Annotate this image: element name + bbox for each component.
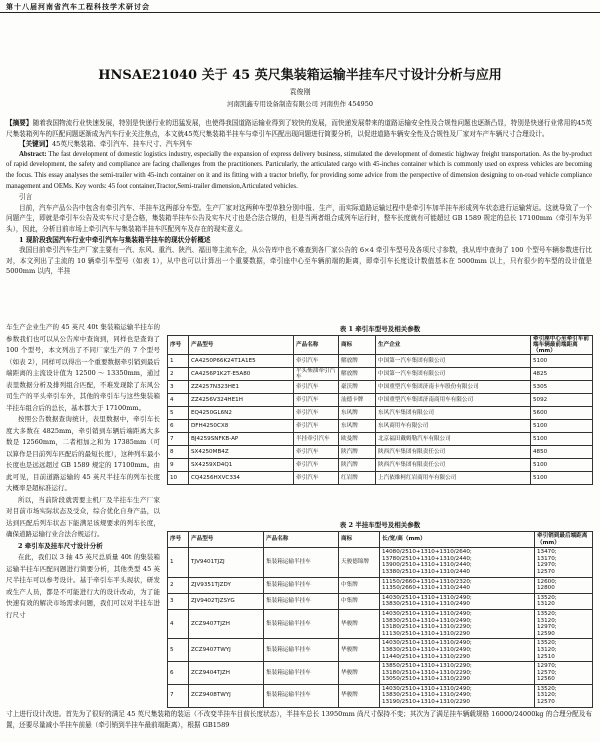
table1-header-cell: 产品型号 <box>189 336 294 355</box>
table-cell: 牵引汽车 <box>294 355 339 368</box>
left-col-para-2: 按照公告数据查询统计，表里数据中，牵引车长度大多数在 4825mm，牵引销到车辆后端距离大多数是 12560mm，二者相加之和为 17385mm（可以算作是目前列车匹配后的最短长度），这种列车最小长度也是远远超过 GB 1589 规定的 17100mm。由此可见，目前道路运输的 45 英尺半挂车的列车长度大概率是超标准运行。 <box>6 415 160 492</box>
table-cell: 中国重型汽车集团济南卡车股份有限公司 <box>376 381 531 394</box>
table-cell: 中国重型汽车集团济南商用车有限公司 <box>376 394 531 407</box>
table-row <box>168 472 593 485</box>
left-column-text <box>6 322 160 621</box>
abstract-cn <box>6 118 592 139</box>
table-cell: 7 <box>168 684 189 707</box>
table-cell: 13520; 13120; 12970; 12590 <box>535 609 593 638</box>
keywords-cn-text: 45英尺集装箱、牵引汽车、挂车尺寸、汽车列车 <box>51 140 193 149</box>
table-cell: 5600 <box>531 407 593 420</box>
table-cell: 1 <box>168 355 189 368</box>
table1-header-cell: 序号 <box>168 336 189 355</box>
table-cell: 集装箱运输半挂车 <box>264 609 339 638</box>
abstract-cn-label: 【摘要】 <box>6 119 33 127</box>
table-cell: 13520; 13120; 12510 <box>535 639 593 662</box>
table-cell: 3 <box>168 381 189 394</box>
table-row <box>168 446 593 459</box>
table-cell: 集装箱运输半挂车 <box>264 577 339 593</box>
bottom-text: 寸上进行设计改进。首先为了很好的满足 45 英尺集装箱的装运（不改变半挂车目前长度状态），半挂车总长 13950mm 尚尺寸保持不变；其次为了满足挂车辆载规格 16000/24000kg 的合理分配及布置，还要尽量减小半挂车前悬（牵引销到半挂车最前端距离），根据 GB1589 <box>6 710 592 729</box>
table-cell: 北京福田戴姆勒汽车有限公司 <box>376 433 531 446</box>
table-cell: 5305 <box>531 381 593 394</box>
table-row <box>168 420 593 433</box>
table-cell: BJ4259SNFKB-AP <box>189 433 294 446</box>
table-cell: SX4259XD4Q1 <box>189 459 294 472</box>
table-cell: 5 <box>168 407 189 420</box>
table-cell: 东风牌 <box>339 420 376 433</box>
table-cell: 华骏牌 <box>339 684 380 707</box>
section1-text: 我国目前牵引汽车生产厂家主要有一汽、东风、重汽、陕汽、福田等主流车企，从公告库中也不难查到各厂家公告的 6×4 牵引车型号及各项尺寸参数，我从库中查询了 100 个型号车辆参数进行比对，本文列出了主流的 10 辆牵引车型号（如表 1），从中也可以计算出一个重要数据，牵引座中心至车辆前端的距离，即牵引车长度设计数值基本在 5000mm 以上，只有很少的车型的设计值是 5000mm 以内，半挂 <box>6 246 592 276</box>
table-cell: 集装箱运输半挂车 <box>264 593 339 609</box>
table-cell: 14030/2510+1310+1310/2490; 13830/2510+1310+1310/2490; 13180/2510+1310+1310/2290; 11130/2510+1310+1310/2290 <box>380 609 535 638</box>
table-cell: CA4250P66K24T1A1E5 <box>189 355 294 368</box>
table-cell: 9 <box>168 459 189 472</box>
table-cell: SX4250MB4Z <box>189 446 294 459</box>
table1-caption: 表 1 牵引车型号及相关参数 <box>339 325 421 333</box>
table-cell: 红岩牌 <box>339 472 376 485</box>
table-cell: EQ4250GL6N2 <box>189 407 294 420</box>
table-cell: 集装箱运输半挂车 <box>264 548 339 577</box>
table-row <box>168 593 593 609</box>
table-cell: 5100 <box>531 433 593 446</box>
bottom-paragraph <box>6 709 592 731</box>
table1 <box>167 335 593 485</box>
table2-header-cell: 产品名称 <box>264 532 339 548</box>
table-cell: 牵引汽车 <box>294 420 339 433</box>
table-cell: 天骏德锦牌 <box>339 548 380 577</box>
table-row <box>168 459 593 472</box>
table-cell: 5100 <box>531 472 593 485</box>
table-cell: 12970; 12570; 12560 <box>535 662 593 685</box>
table-cell: 12600; 12800 <box>535 577 593 593</box>
table-cell: 解放牌 <box>339 355 376 368</box>
table-cell: ZZ4257N323HE1 <box>189 381 294 394</box>
table2-header-cell: 产品型号 <box>189 532 264 548</box>
table-cell: CA4256P1K2T·E5A80 <box>189 368 294 381</box>
table-cell: ZJV9351TJZDY <box>189 577 264 593</box>
table-cell: 2 <box>168 577 189 593</box>
table-cell: 平头柴油牵引汽车 <box>294 368 339 381</box>
table-cell: 牵引汽车 <box>294 472 339 485</box>
table-cell: 14030/2510+1310+1310/2490; 13830/2510+1310+1310/2490; 13190/2510+1310+1310/2290 <box>380 684 535 707</box>
table-cell: 13520; 13120 <box>535 593 593 609</box>
table2-header-cell: 牵引销到最后端距离（mm） <box>535 532 593 548</box>
table-row <box>168 639 593 662</box>
table-cell: 2 <box>168 368 189 381</box>
table-cell: 陕汽牌 <box>339 446 376 459</box>
table-cell: 中国第一汽车集团有限公司 <box>376 368 531 381</box>
paper-title: HNSAE21040 关于 45 英尺集装箱运输半挂车尺寸设计分析与应用 <box>98 68 502 83</box>
table-cell: 5100 <box>531 459 593 472</box>
table-cell: 牵引汽车 <box>294 394 339 407</box>
table-cell: 4825 <box>531 368 593 381</box>
keywords-cn <box>6 139 592 150</box>
table-cell: 欧曼牌 <box>339 433 376 446</box>
table-cell: 集装箱运输半挂车 <box>264 684 339 707</box>
table-row <box>168 577 593 593</box>
table-row <box>168 662 593 685</box>
table-cell: ZCZ9407TJZH <box>189 609 264 638</box>
table1-header-cell: 生产企业 <box>376 336 531 355</box>
table-cell: 解放牌 <box>339 368 376 381</box>
table-row <box>168 433 593 446</box>
table-cell: 中国第一汽车集团有限公司 <box>376 355 531 368</box>
table-cell: 4 <box>168 609 189 638</box>
abstract-cn-text: 随着我国物流行业快速发展，特别是快递行业的迅猛发展，也使得我国道路运输业得到了较快的发展，而快递发展带来的道路运输安全性及合规性问题也逐渐凸显，特别是快递行业常用的45英尺集装箱列车的匹配问题逐渐成为汽车行业关注焦点，本文就45英尺集装箱半挂车与牵引车匹配出现问题进行简要分析，以促进道路车辆安全性及合规性及厂家对车产车辆尺寸合理设计。 <box>6 119 593 138</box>
abstract-en-label: Abstract: <box>19 150 47 158</box>
table-row <box>168 548 593 577</box>
section2-heading: 2 牵引车及挂车尺寸设计分析 <box>18 541 103 550</box>
left-col-para-3: 所以，当前阶段就需要主机厂及半挂车生产厂家对目前市场实际状态及受众，综合优化自身产品，以达到匹配后列车状态下能满足该规要求的列车长度，确保道路运输行业合法合规运行。 <box>6 495 160 538</box>
table2 <box>167 531 593 708</box>
table-row <box>168 368 593 381</box>
table-row <box>168 609 593 638</box>
table-cell: 陕西汽车集团有限责任公司 <box>376 459 531 472</box>
table-cell: 14080/2510+1310+1310/2640; 13780/2510+1310+1310/2440; 13900/2510+1310+1310/2440; 13380/2510+1310+1310/2440 <box>380 548 535 577</box>
table-cell: 11150/2660+1310+1310/2320; 11350/2660+1310+1310/2440 <box>380 577 535 593</box>
abstract-en <box>6 150 592 192</box>
table-cell: 集装箱运输半挂车 <box>264 639 339 662</box>
table-cell: 4 <box>168 394 189 407</box>
table-cell: 5100 <box>531 420 593 433</box>
table-cell: 汕德卡牌 <box>339 394 376 407</box>
table-cell: 牵引汽车 <box>294 407 339 420</box>
table-cell: 牵引汽车 <box>294 381 339 394</box>
table-cell: 5 <box>168 639 189 662</box>
table-cell: 14030/2510+1310+1310/2490; 13830/2510+1310+1310/2490; 11440/2510+1310+1310/2290 <box>380 639 535 662</box>
table-cell: 豪沃牌 <box>339 381 376 394</box>
intro-heading: 引言 <box>19 193 33 202</box>
table-row <box>168 684 593 707</box>
table-cell: 13520; 13120; 12570 <box>535 684 593 707</box>
table-cell: 6 <box>168 420 189 433</box>
table-cell: DFH4250CX8 <box>189 420 294 433</box>
table-row <box>168 381 593 394</box>
author: 袁俊刚 <box>289 88 311 96</box>
table-cell: 6 <box>168 662 189 685</box>
table2-caption: 表 2 半挂车型号及相关参数 <box>339 521 421 529</box>
table-cell: 1 <box>168 548 189 577</box>
table-cell: 3 <box>168 593 189 609</box>
table-cell: 13470; 13170; 12970; 12570 <box>535 548 593 577</box>
table-row <box>168 355 593 368</box>
table-cell: 上汽依维柯红岩商用车有限公司 <box>376 472 531 485</box>
left-col-para-4: 在此，我们以 3 轴 45 英尺总质量 40t 的集装箱运输半挂车匹配问题进行简要分析，其他类型 45 英尺半挂车可以参考设计。基于牵引车平头现状，研发或生产人员，都是不可能进行大的设计改动，为了能快速有效的解决市场需求问题，我们可以对半挂车进行尺寸 <box>6 553 160 619</box>
table-cell: 华骏牌 <box>339 639 380 662</box>
abstract-en-text: The fast development of domestic logistics industry, especially the expansion of express delivery business, stimulated the development of domestic highway freight transportation. As the by-product of rapid development, the safety and compliance are facing challenges from the practitioners. Particularly, the articulated cargo with 45-inches container which is commonly used on express vehicles are becoming the focus. This essay analyses the semi-trailer with 45-inch container on it and its fitting with a tractor briefly, for providing some advice from the perspective of dimension designing to on-road vehicle compliance management and OEMs. Key words: 45 foot container,Tractor,Semi-trailer dimension,Articulated vehicles. <box>6 150 592 190</box>
table1-header-cell: 牵引座中心至牵引车前端车辆最前端距离（mm） <box>531 336 593 355</box>
table-cell: 东风商用车有限公司 <box>376 420 531 433</box>
intro-text: 目前，汽车产品公告中包含有牵引汽车、半挂车这两部分车型。生产厂家对这两种车型单独分别申报、生产，而实际道路运输过程中是牵引车加半挂车形成列车状态进行运输营运。这就导致了一个问题产生，即就是牵引车公告及实车尺寸是合格，集装箱半挂车公告及实车尺寸也是合法合规的，但是当两者组合成列车运行时，整车长度就有可能超过 GB 1589 规定的总长 17100mm（牵引车为平头），因此，分析目前市场上牵引汽车与集装箱半挂车匹配列车及存在的现实意义。 <box>6 203 592 233</box>
table2-header-cell: 长/宽/高（mm） <box>380 532 535 548</box>
table1-header-cell: 产品名称 <box>294 336 339 355</box>
table-cell: 10 <box>168 472 189 485</box>
affiliation: 河南凯鑫专用设备制造有限公司 河南焦作 454950 <box>227 100 373 108</box>
table-cell: 东风汽车集团有限公司 <box>376 407 531 420</box>
table1-header-row <box>168 336 593 355</box>
keywords-cn-label: 【关键词】 <box>19 140 52 149</box>
table-cell: 牵引汽车 <box>294 459 339 472</box>
table-cell: 东风牌 <box>339 407 376 420</box>
table-cell: ZZ4256V324HE1H <box>189 394 294 407</box>
table-cell: ZCZ9407TWYJ <box>189 639 264 662</box>
table-cell: 集装箱运输半挂车 <box>264 662 339 685</box>
table-cell: 7 <box>168 433 189 446</box>
table2-header-cell: 商标 <box>339 532 380 548</box>
table1-header-cell: 商标 <box>339 336 376 355</box>
table-cell: 4850 <box>531 446 593 459</box>
table-cell: 华骏牌 <box>339 609 380 638</box>
table-cell: CQ4256HXVC334 <box>189 472 294 485</box>
table-cell: TJV9401TJZJ <box>189 548 264 577</box>
table-cell: 13850/2510+1310+1310/2290; 13180/2510+1310+1310/2290; 13050/2510+1310+1310/2290 <box>380 662 535 685</box>
left-col-para-1: 车生产企业生产的 45 英尺 40t 集装箱运输半挂车的参数我们也可以从公告库中查询到，同样也是查询了 100 个型号，本文列出了不同厂家生产的 7 个型号（如表 2），同样可以得出一个重要数据牵引销到最后端距离的主流设计值为 12500 ～ 13350mm，通过表里数据分析及排列组合匹配，不难发现除了东风公司生产的平头牵引车外，其他的牵引车与这些集装箱半挂车组合后的总长，基本都大于 17100mm。 <box>6 323 160 412</box>
abstract-block <box>6 118 592 277</box>
header-rule <box>0 12 600 13</box>
table-cell: 中集牌 <box>339 577 380 593</box>
section1-heading: 1 现阶段我国汽车行业中牵引汽车与集装箱半挂车的现状分析概述 <box>19 235 211 244</box>
table-cell: 牵引汽车 <box>294 446 339 459</box>
table-cell: 5092 <box>531 394 593 407</box>
table-cell: 陕汽牌 <box>339 459 376 472</box>
table-cell: 中集牌 <box>339 593 380 609</box>
table2-header-row <box>168 532 593 548</box>
table-row <box>168 394 593 407</box>
table-row <box>168 407 593 420</box>
running-header: 第十八届河南省汽车工程科技学术研讨会 <box>6 2 150 11</box>
table-cell: ZJV9402TJZSYG <box>189 593 264 609</box>
table-cell: 5100 <box>531 355 593 368</box>
table-cell: ZCZ9404TJZH <box>189 662 264 685</box>
table-cell: 8 <box>168 446 189 459</box>
table-cell: 14030/2510+1310+1310/2490; 13830/2510+1310+1310/2490 <box>380 593 535 609</box>
table-cell: 半挂牵引汽车 <box>294 433 339 446</box>
table-cell: ZCZ9408TWYJ <box>189 684 264 707</box>
table-cell: 陕西汽车集团有限责任公司 <box>376 446 531 459</box>
table2-header-cell: 序号 <box>168 532 189 548</box>
table-cell: 华骏牌 <box>339 662 380 685</box>
